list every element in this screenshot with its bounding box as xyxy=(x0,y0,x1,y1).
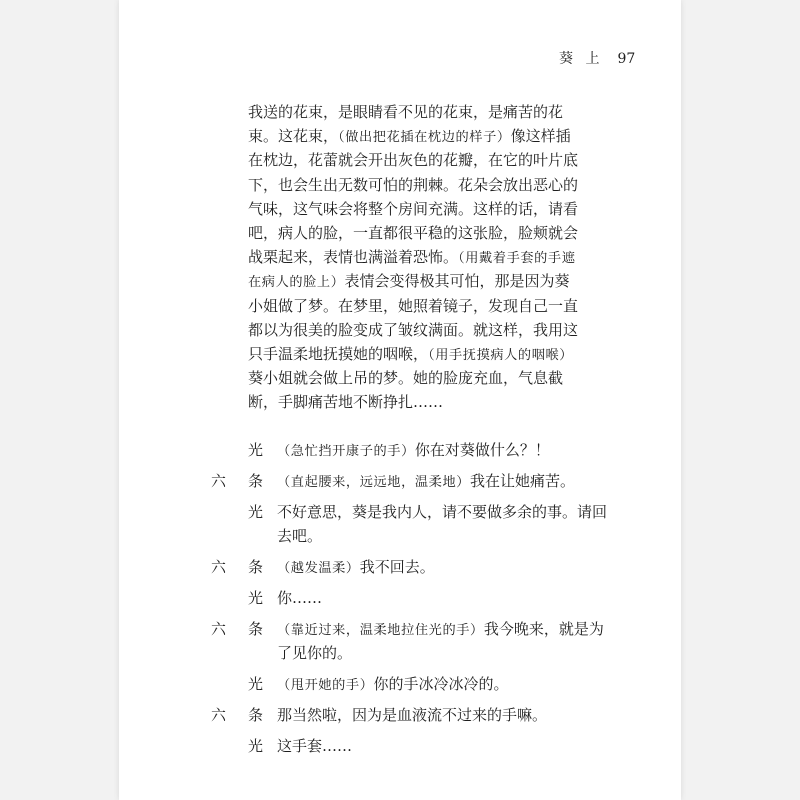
speaker-char: 条 xyxy=(248,706,264,725)
speech xyxy=(277,703,607,727)
monologue-paragraph xyxy=(248,100,578,414)
spoken-text: 了见你的。 xyxy=(277,644,353,663)
text-line xyxy=(277,524,607,548)
speaker-char: 光 xyxy=(248,589,264,608)
speech xyxy=(277,500,607,548)
text-line xyxy=(248,390,578,414)
dialogue-turn xyxy=(211,586,607,610)
dialogue-turn xyxy=(211,617,607,665)
stage-direction: （越发温柔） xyxy=(277,561,360,577)
speaker-char: 条 xyxy=(248,620,264,639)
dialogue-turn xyxy=(211,500,607,548)
text-line xyxy=(277,672,607,696)
speaker-char: 光 xyxy=(248,502,264,521)
spoken-text: 气味，这气味会将整个房间充满。这样的话，请看 xyxy=(248,199,579,218)
dialogue-turn xyxy=(211,703,607,727)
spoken-text: 只手温柔地抚摸她的咽喉， xyxy=(248,344,429,363)
spoken-text: 你在对葵做什么？！ xyxy=(414,441,550,459)
speech xyxy=(277,617,607,665)
spoken-text: 断，手脚痛苦地不断挣扎…… xyxy=(248,393,444,412)
dialogue-turn xyxy=(211,469,607,493)
book-page xyxy=(119,0,681,800)
text-line xyxy=(277,641,607,665)
spoken-text: 小姐做了梦。在梦里，她照着镜子，发现自己一直 xyxy=(248,296,579,315)
spoken-text: 我在让她痛苦。 xyxy=(470,471,576,490)
spoken-text: 去吧。 xyxy=(277,527,323,546)
text-line xyxy=(277,734,607,758)
dialogue-turn xyxy=(211,672,607,696)
text-line xyxy=(248,294,578,318)
text-line xyxy=(248,124,578,148)
speech xyxy=(277,734,607,758)
page-number: 97 xyxy=(617,51,636,67)
speaker-char: 六 xyxy=(211,558,227,577)
spoken-text: 表情会变得极其可怕，那是因为葵 xyxy=(344,272,570,291)
spoken-text: 葵小姐就会做上吊的梦。她的脸庞充血，气息截 xyxy=(248,369,564,388)
dialogue-turn xyxy=(211,438,607,462)
running-head xyxy=(559,48,635,68)
text-line xyxy=(248,269,578,293)
text-line xyxy=(248,245,578,269)
spoken-text: 吧，病人的脸，一直都很平稳的这张脸，脸颊就会 xyxy=(248,223,579,242)
text-line xyxy=(277,617,607,641)
speech xyxy=(277,469,607,493)
spoken-text: 在枕边，花蕾就会开出灰色的花瓣，在它的叶片底 xyxy=(248,151,579,170)
text-line xyxy=(277,469,607,493)
speaker-char: 六 xyxy=(211,620,227,639)
spoken-text: 你…… xyxy=(277,589,323,608)
spoken-text: 都以为很美的脸变成了皱纹满面。就这样，我用这 xyxy=(248,320,579,339)
speech xyxy=(277,555,607,579)
text-line xyxy=(277,500,607,524)
dialogue-section xyxy=(211,438,607,758)
text-line xyxy=(248,342,578,366)
speech xyxy=(277,672,607,696)
speaker-char: 光 xyxy=(248,737,264,756)
speaker-char: 六 xyxy=(211,471,227,490)
speaker-char: 光 xyxy=(248,441,264,459)
chapter-title: 葵 上 xyxy=(559,51,604,67)
spoken-text: 我不回去。 xyxy=(359,558,435,577)
stage-direction: 在病人的脸上） xyxy=(248,275,345,291)
text-line xyxy=(248,100,578,124)
stage-direction: （甩开她的手） xyxy=(277,678,374,694)
text-line xyxy=(277,438,607,462)
speech xyxy=(277,586,607,610)
stage-direction: （直起腰来，远远地，温柔地） xyxy=(277,474,471,490)
speaker-char: 条 xyxy=(248,558,264,577)
stage-direction: （做出把花插在枕边的样子） xyxy=(338,130,511,146)
stage-direction: （急忙挡开康子的手） xyxy=(277,444,415,459)
stage-direction: （靠近过来，温柔地拉住光的手） xyxy=(277,623,484,639)
spoken-text: 束。这花束， xyxy=(248,127,339,146)
text-line xyxy=(277,555,607,579)
spoken-text: 不好意思，葵是我内人，请不要做多余的事。请回 xyxy=(277,502,608,521)
text-line xyxy=(277,586,607,610)
speaker-char: 光 xyxy=(248,675,264,694)
spoken-text: 我今晚来，就是为 xyxy=(483,620,604,639)
text-line xyxy=(248,318,578,342)
spoken-text: 你的手冰冷冰冷的。 xyxy=(373,675,509,694)
speaker-char: 六 xyxy=(211,706,227,725)
text-line xyxy=(248,148,578,172)
dialogue-turn xyxy=(211,555,607,579)
stage-direction: （用手抚摸病人的咽喉） xyxy=(428,347,574,363)
spoken-text: 这手套…… xyxy=(277,737,353,756)
text-line xyxy=(248,173,578,197)
spoken-text: 下，也会生出无数可怕的荆棘。花朵会放出恶心的 xyxy=(248,175,579,194)
spoken-text: 像这样插 xyxy=(510,127,571,146)
text-line xyxy=(248,221,578,245)
dialogue-turn xyxy=(211,734,607,758)
spoken-text: 我送的花束，是眼睛看不见的花束，是痛苦的花 xyxy=(248,103,564,121)
spoken-text: 战栗起来，表情也满溢着恐怖。 xyxy=(248,248,459,267)
text-line xyxy=(248,197,578,221)
speech xyxy=(277,438,607,462)
text-line xyxy=(277,703,607,727)
stage-direction: （用戴着手套的手遮 xyxy=(458,251,576,267)
text-line xyxy=(248,366,578,390)
spoken-text: 那当然啦，因为是血液流不过来的手嘛。 xyxy=(277,706,548,725)
speaker-char: 条 xyxy=(248,471,264,490)
